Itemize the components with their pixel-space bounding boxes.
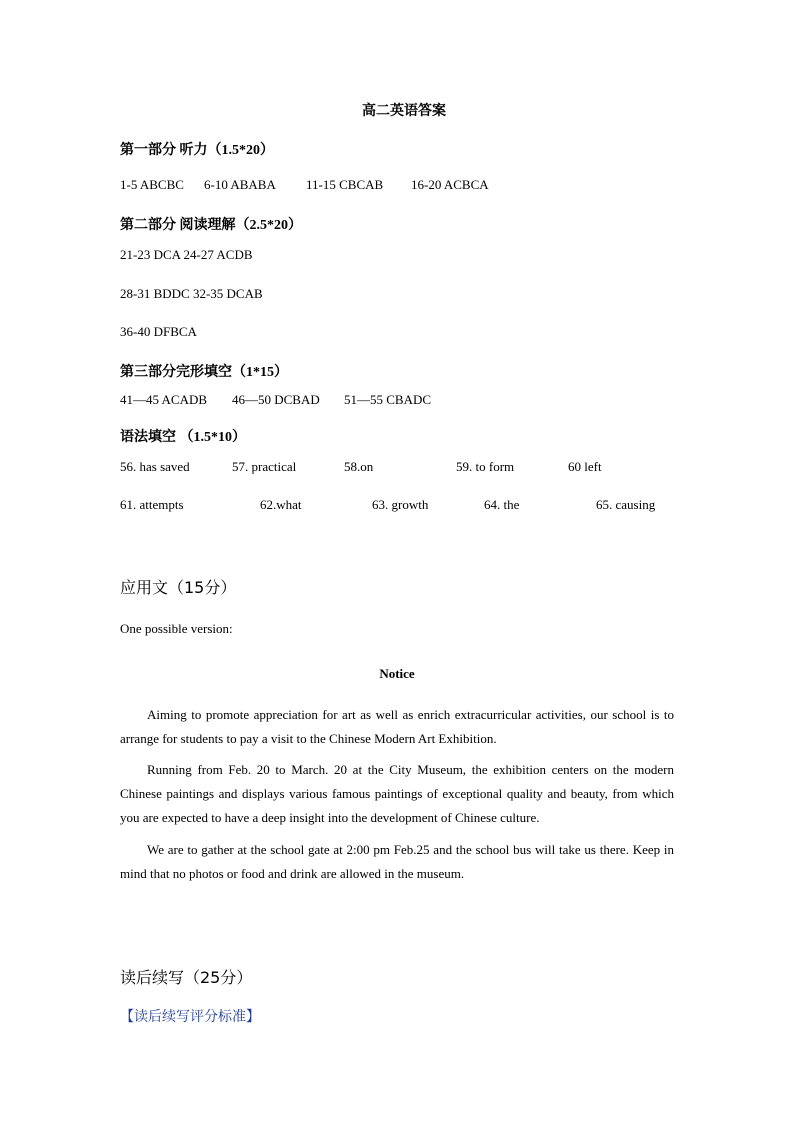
part1-answer: 11-15 CBCAB	[306, 177, 384, 192]
grammar-answer: 62.what	[260, 497, 302, 512]
grammar-heading: 语法填空 （1.5*10）	[120, 430, 246, 445]
part3-heading: 第三部分完形填空（1*15）	[120, 365, 288, 380]
continuation-heading: 读后续写（25分）	[120, 968, 253, 987]
grammar-answer: 65. causing	[596, 497, 656, 512]
grammar-answer: 56. has saved	[120, 459, 190, 474]
part3-answer: 46—50 DCBAD	[232, 392, 320, 407]
grammar-answer: 61. attempts	[120, 497, 184, 512]
part3-answer: 51—55 CBADC	[344, 392, 432, 407]
notice-paragraph: We are to gather at the school gate at 2:00 pm Feb.25 and the school bus will take us there. Keep in mind that no photos or food and drink are allowed in the museum.	[120, 842, 674, 881]
notice-paragraph: Aiming to promote appreciation for art as well as enrich extracurricular activities, our school is to arrange for students to pay a visit to the Chinese Modern Art Exhibition.	[120, 707, 674, 746]
part2-heading: 第二部分 阅读理解（2.5*20）	[120, 218, 302, 233]
grammar-answer: 64. the	[484, 497, 520, 512]
notice-title: Notice	[379, 666, 415, 681]
notice-paragraph: Running from Feb. 20 to March. 20 at the City Museum, the exhibition centers on the modern Chinese paintings and displays various famous paintings of exceptional quality and beauty, from which you are expected to have a deep insight into the development of Chinese culture.	[120, 762, 674, 825]
writing-heading: 应用文（15分）	[120, 578, 237, 597]
part2-line: 28-31 BDDC 32-35 DCAB	[120, 286, 263, 301]
grammar-answer: 63. growth	[372, 497, 429, 512]
part1-answer: 6-10 ABABA	[204, 177, 276, 192]
part2-line: 36-40 DFBCA	[120, 324, 197, 339]
grammar-answer: 57. practical	[232, 459, 297, 474]
part1-heading: 第一部分 听力（1.5*20）	[120, 143, 274, 158]
grammar-answer: 60 left	[568, 459, 602, 474]
grammar-answer: 58.on	[344, 459, 374, 474]
part1-answer: 1-5 ABCBC	[120, 177, 184, 192]
part3-answer: 41—45 ACADB	[120, 392, 208, 407]
writing-intro: One possible version:	[120, 621, 233, 636]
part2-line: 21-23 DCA 24-27 ACDB	[120, 247, 253, 262]
page-title: 高二英语答案	[362, 104, 446, 119]
part1-answer: 16-20 ACBCA	[411, 177, 489, 192]
grammar-answer: 59. to form	[456, 459, 515, 474]
criteria-label: 【读后续写评分标准】	[120, 1009, 260, 1025]
